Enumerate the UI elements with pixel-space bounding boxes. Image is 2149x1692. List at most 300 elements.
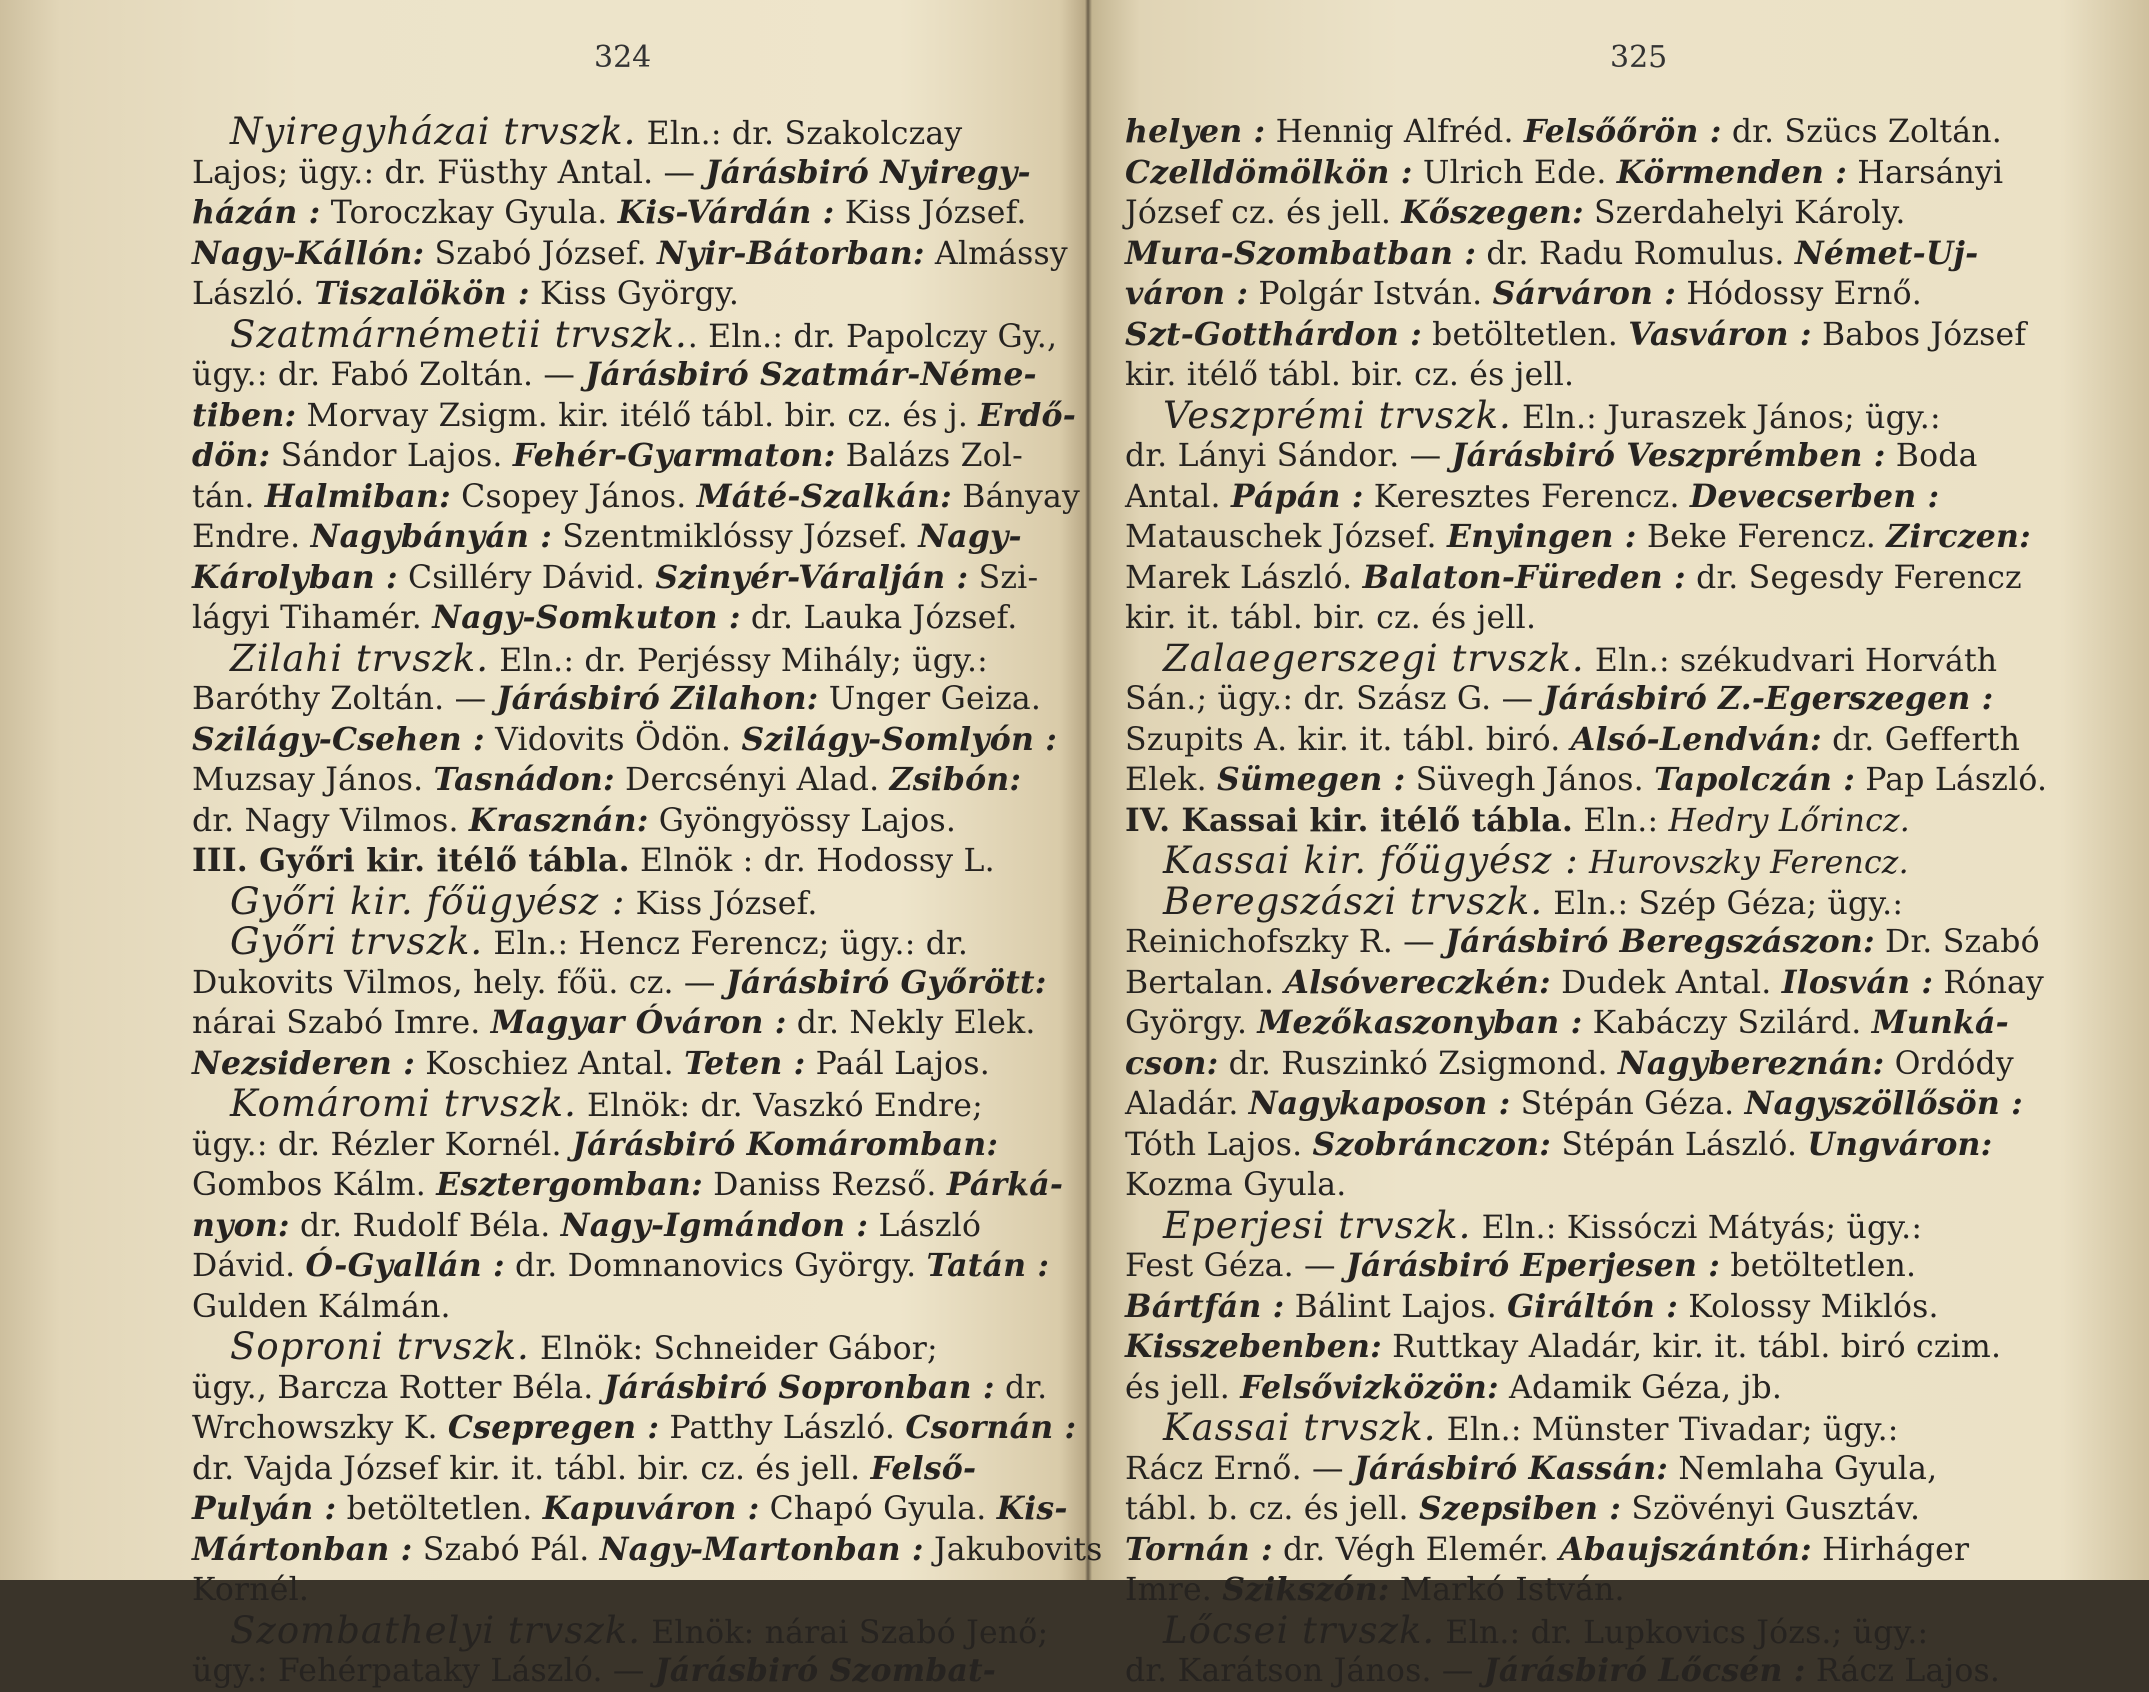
- text-run: Ruttkay Aladár, kir. it. tábl. biró czim.: [1381, 1329, 2002, 1365]
- text-run: Gyöngyössy Lajos.: [648, 802, 957, 839]
- text-line: [1125, 436, 2115, 477]
- text-run: Szerdahelyi Károly.: [1583, 195, 1906, 231]
- place-name: Máté-Szalkán:: [696, 477, 953, 515]
- court-heading: Kassai trvszk.: [1163, 1406, 1437, 1449]
- text-line: [192, 879, 1052, 923]
- text-run: dr. Nekly Elek.: [786, 1005, 1036, 1041]
- text-line: [192, 841, 1052, 882]
- place-name: Járásbiró Szombat-: [654, 1652, 997, 1689]
- text-line: [1125, 477, 2115, 518]
- text-run: Dukovits Vilmos, hely. főü. cz. —: [192, 964, 726, 1001]
- text-run: Imre.: [1125, 1572, 1223, 1608]
- text-line: [1125, 1368, 2115, 1409]
- place-name: Szt-Gotthárdon :: [1125, 315, 1422, 353]
- place-name: Ilosván :: [1781, 963, 1934, 1001]
- text-run: Eln.: dr. Szakolczay: [636, 116, 963, 152]
- place-name: Sárváron :: [1492, 275, 1677, 312]
- text-run: Lajos; ügy.: dr. Füsthy Antal. —: [192, 154, 706, 191]
- text-line: [1125, 1651, 2115, 1692]
- text-run: Dudek Antal.: [1550, 964, 1782, 1001]
- text-run: [1579, 845, 1589, 881]
- place-name: Körmenden :: [1616, 153, 1848, 191]
- court-heading: Veszprémi trvszk.: [1163, 393, 1512, 437]
- place-name: Zirczen:: [1886, 518, 2031, 555]
- text-line: [192, 234, 1068, 275]
- place-name: házán :: [192, 194, 321, 231]
- place-name: Szikszón:: [1222, 1571, 1390, 1608]
- text-run: betöltetlen.: [1421, 316, 1629, 353]
- text-line: [192, 274, 1052, 315]
- text-line: [1125, 598, 2115, 639]
- place-name: Enyingen :: [1446, 518, 1637, 555]
- text-run: Beke Ferencz.: [1636, 519, 1887, 555]
- text-run: Dercsényi Alad.: [614, 762, 890, 798]
- place-name: Vasváron :: [1628, 315, 1812, 353]
- text-run: Muzsay János.: [192, 762, 434, 798]
- text-run: Kiss József.: [625, 885, 818, 922]
- text-run: tán.: [192, 478, 265, 515]
- place-name: Járásbiró Lőcsén :: [1483, 1652, 1806, 1689]
- text-run: Morvay Zsigm. kir. itélő tábl. bir. cz. és j.: [296, 397, 979, 434]
- text-run: Keresztes Ferencz.: [1363, 478, 1690, 515]
- text-line: [192, 1165, 1064, 1206]
- court-heading: Eperjesi trvszk.: [1163, 1203, 1472, 1247]
- text-line: [192, 1206, 1052, 1247]
- place-name: Balaton-Füreden :: [1362, 558, 1686, 596]
- text-run: Eln.: Kissóczi Mátyás; ügy.:: [1471, 1209, 1923, 1246]
- place-name: Csornán :: [905, 1409, 1077, 1446]
- text-run: Süvegh János.: [1405, 762, 1655, 798]
- place-name: Károlyban :: [192, 558, 398, 596]
- text-run: Szupits A. kir. it. tábl. biró.: [1125, 721, 1571, 758]
- place-name: Nagy-Kállón:: [192, 234, 425, 272]
- place-name: Járásbiró Nyiregy-: [705, 153, 1031, 191]
- text-line: [192, 1084, 1052, 1125]
- text-line: [1125, 1530, 2115, 1571]
- place-name: nyon:: [192, 1206, 290, 1244]
- text-run: tábl. b. cz. és jell.: [1125, 1491, 1419, 1527]
- court-heading: Kassai kir. főügyész :: [1163, 839, 1579, 882]
- place-name: Magyar Óváron :: [490, 1004, 787, 1041]
- text-run: ügy.: dr. Rézler Kornél.: [192, 1126, 572, 1163]
- place-name: Német-Uj-: [1794, 234, 1979, 272]
- text-run: Unger Geiza.: [818, 681, 1042, 717]
- place-name: Szepsiben :: [1418, 1490, 1622, 1527]
- text-run: kir. it. tábl. bir. cz. és jell.: [1125, 600, 1537, 636]
- text-line: [192, 1608, 1052, 1652]
- text-run: Antal.: [1125, 478, 1231, 515]
- text-line: [192, 312, 1058, 356]
- place-name: Giráltón :: [1507, 1287, 1679, 1325]
- text-line: [192, 1368, 1052, 1409]
- text-line: [192, 720, 1058, 761]
- text-line: [192, 1530, 1103, 1571]
- text-run: Koschiez Antal.: [415, 1045, 685, 1082]
- place-name: Mezőkaszonyban :: [1257, 1004, 1583, 1041]
- text-line: [192, 396, 1076, 437]
- court-heading: Komáromi trvszk.: [230, 1082, 577, 1125]
- text-line: [192, 436, 1052, 477]
- place-name: Szilágy-Csehen :: [192, 720, 485, 758]
- text-run: Kozma Gyula.: [1125, 1167, 1347, 1203]
- place-name: Ó-Gyallán :: [305, 1247, 505, 1284]
- text-run: Elnök: dr. Vaszkó Endre;: [576, 1088, 983, 1124]
- place-name: Nagybereznán:: [1617, 1044, 1885, 1082]
- place-name: Járásbiró Z.-Egerszegen :: [1543, 680, 1994, 717]
- text-run: dr. Rudolf Béla.: [289, 1207, 561, 1244]
- text-line: [192, 1449, 1052, 1490]
- court-heading: Nyiregyházai trvszk.: [230, 110, 637, 153]
- text-line: [1125, 1489, 2115, 1530]
- place-name: Párká-: [946, 1166, 1064, 1203]
- text-line: [1125, 1287, 2115, 1328]
- text-run: Dávid.: [192, 1248, 306, 1284]
- text-line: [192, 1246, 1052, 1287]
- text-line: [1125, 1203, 2115, 1247]
- text-run: dr. Nagy Vilmos.: [192, 802, 469, 839]
- text-line: [1125, 315, 2115, 356]
- text-line: [1125, 355, 2115, 396]
- text-run: Sándor Lajos.: [270, 438, 513, 474]
- place-name: Abaujszántón:: [1559, 1530, 1812, 1568]
- text-line: [1125, 1003, 2115, 1044]
- text-run: Boda: [1885, 438, 1978, 474]
- text-line: [192, 922, 1052, 963]
- text-run: Daniss Rezső.: [702, 1167, 947, 1203]
- text-run: dr.: [994, 1369, 1048, 1406]
- text-line: [1125, 274, 2115, 315]
- text-line: [192, 558, 1052, 599]
- place-name: Felsőőrön :: [1523, 113, 1722, 150]
- board-heading: IV. Kassai kir. itélő tábla.: [1125, 801, 1574, 839]
- place-name: Pulyán :: [192, 1490, 337, 1527]
- text-run: ügy., Barcza Rotter Béla.: [192, 1369, 604, 1406]
- court-heading: Szatmárnémetii trvszk.: [230, 312, 688, 356]
- place-name: Járásbiró Győrött:: [725, 963, 1047, 1001]
- text-run: . Eln.: dr. Papolczy Gy.,: [687, 318, 1058, 355]
- text-line: [1125, 760, 2115, 801]
- place-name: Kisszebenben:: [1125, 1328, 1382, 1365]
- place-name: Nagybányán :: [310, 518, 553, 555]
- place-name: tiben:: [192, 396, 297, 434]
- place-name: Czelldömölkön :: [1125, 153, 1413, 191]
- text-line: [1125, 963, 2115, 1004]
- text-line: [1125, 720, 2115, 761]
- place-name: Tasnádon:: [433, 761, 615, 798]
- text-run: László: [868, 1207, 982, 1244]
- text-line: [1125, 1044, 2115, 1085]
- text-line: [192, 1570, 1052, 1611]
- text-line: [1125, 558, 2115, 599]
- text-line: [192, 1489, 1068, 1530]
- text-line: [192, 112, 1052, 153]
- text-line: [192, 679, 1052, 720]
- place-name: Sümegen :: [1217, 761, 1406, 798]
- place-name: Nagyszöllősön :: [1744, 1085, 2023, 1122]
- text-line: [1125, 517, 2115, 558]
- page-number: 325: [1610, 40, 1668, 75]
- text-line: [1125, 1084, 2115, 1125]
- place-name: Járásbiró Eperjesen :: [1345, 1247, 1721, 1284]
- text-run: Adamik Géza, jb.: [1498, 1369, 1783, 1406]
- text-line: [192, 760, 1052, 801]
- text-line: [1125, 679, 2115, 720]
- text-run: Vidovits Ödön.: [484, 721, 742, 758]
- text-line: [192, 477, 1081, 518]
- text-line: [192, 801, 1052, 842]
- text-run: Stépán László.: [1551, 1126, 1808, 1163]
- place-name: dön:: [192, 437, 271, 474]
- text-run: Kabáczy Szilárd.: [1582, 1005, 1872, 1041]
- text-run: László.: [192, 276, 315, 312]
- text-run: Toroczkay Gyula.: [320, 195, 618, 231]
- place-name: Nagy-Martonban :: [599, 1530, 924, 1568]
- text-run: Tóth Lajos.: [1125, 1126, 1313, 1163]
- text-run: ügy.: dr. Fabó Zoltán. —: [192, 357, 586, 393]
- text-run: Szabó Pál.: [412, 1531, 600, 1568]
- text-run: Matauschek József.: [1125, 519, 1447, 555]
- place-name: Halmiban:: [264, 477, 451, 515]
- place-name: Szilágy-Somlyón :: [741, 720, 1058, 758]
- text-line: [192, 963, 1052, 1004]
- text-run: Baróthy Zoltán. —: [192, 681, 497, 717]
- place-name: Nyir-Bátorban:: [656, 234, 925, 272]
- court-heading: Győri trvszk.: [230, 920, 484, 963]
- text-run: György.: [1125, 1005, 1258, 1041]
- place-name: Teten :: [684, 1044, 806, 1082]
- page-text: [1125, 112, 2115, 1692]
- text-run: Rácz Lajos.: [1805, 1653, 2001, 1689]
- text-run: Szövényi Gusztáv.: [1621, 1491, 1921, 1527]
- page-number: 324: [594, 40, 652, 75]
- text-run: Eln.: Szép Géza; ügy.:: [1543, 885, 1904, 922]
- place-name: Szinyér-Váralján :: [655, 558, 969, 596]
- place-name: Járásbiró Kassán:: [1353, 1449, 1669, 1487]
- text-run: Eln.: dr. Lupkovics Józs.; ügy.:: [1435, 1614, 1929, 1651]
- place-name: Járásbiró Komáromban:: [571, 1125, 999, 1163]
- place-name: Fehér-Gyarmaton:: [512, 437, 836, 474]
- place-name: Erdő-: [978, 396, 1076, 434]
- text-run: Babos József: [1811, 316, 2027, 353]
- court-heading: Lőcsei trvszk.: [1163, 1608, 1436, 1652]
- place-name: Kis-: [996, 1490, 1068, 1527]
- text-run: Bálint Lajos.: [1284, 1288, 1508, 1325]
- text-line: [192, 636, 1052, 680]
- court-heading: Zalaegerszegi trvszk.: [1163, 636, 1585, 680]
- text-line: [1125, 879, 2115, 923]
- place-name: Alsó-Lendván:: [1570, 720, 1822, 758]
- text-line: [1125, 1608, 2115, 1652]
- text-run: Eln.: dr. Perjéssy Mihály; ügy.:: [488, 642, 988, 679]
- text-line: [1125, 1327, 2115, 1368]
- page-text: [192, 110, 1103, 1692]
- text-run: Elek.: [1125, 762, 1218, 798]
- text-run: Elnök : dr. Hodossy L.: [629, 843, 995, 879]
- text-line: [192, 1003, 1052, 1044]
- text-run: dr. Lauka József.: [740, 600, 1018, 636]
- text-run: Stépán Géza.: [1510, 1086, 1745, 1122]
- text-line: [1125, 1165, 2115, 1206]
- text-run: Reinichofszky R. —: [1125, 924, 1446, 960]
- court-heading: Szombathelyi trvszk.: [230, 1608, 641, 1652]
- text-run: József cz. és jell.: [1125, 195, 1402, 231]
- text-line: [192, 193, 1052, 234]
- text-run: Aladár.: [1125, 1086, 1249, 1122]
- text-run: Gombos Kálm.: [192, 1167, 437, 1203]
- text-run: Eln.: székudvari Horváth: [1584, 642, 1998, 679]
- place-name: Tornán :: [1125, 1530, 1273, 1568]
- place-name: Tatán :: [926, 1247, 1050, 1284]
- text-run: Nemlaha Gyula,: [1668, 1450, 1938, 1487]
- text-line: [1125, 1449, 2115, 1490]
- text-line: [1125, 801, 2115, 842]
- text-line: [1125, 112, 2115, 153]
- text-line: [192, 1327, 1052, 1368]
- text-run: betöltetlen.: [336, 1491, 543, 1527]
- board-heading: III. Győri kir. itélő tábla.: [192, 842, 630, 879]
- place-name: Csepregen :: [447, 1409, 660, 1446]
- text-run: Szabó József.: [424, 235, 657, 272]
- place-name: Devecserben :: [1689, 477, 1940, 515]
- text-run: dr. Vajda József kir. it. tábl. bir. cz. és jell.: [192, 1450, 871, 1487]
- place-name: Munká-: [1871, 1004, 2009, 1041]
- place-name: Nagy-Igmándon :: [560, 1206, 869, 1244]
- right-page: [1090, 0, 2149, 1689]
- place-name: Hurovszky Ferencz.: [1588, 845, 1909, 881]
- text-run: betöltetlen.: [1720, 1248, 1917, 1284]
- text-run: dr. Karátson János. —: [1125, 1653, 1484, 1689]
- place-name: Nagy-: [918, 518, 1022, 555]
- text-run: Rónay: [1933, 964, 2044, 1001]
- place-name: Tiszalökön :: [314, 275, 530, 312]
- text-run: Eln.: Münster Tivadar; ügy.:: [1436, 1412, 1899, 1448]
- text-line: [192, 517, 1052, 558]
- text-run: Almássy: [924, 235, 1068, 272]
- place-name: Járásbiró Beregszászon:: [1445, 923, 1875, 960]
- place-name: Krasznán:: [468, 801, 649, 839]
- text-line: [1125, 1570, 2115, 1611]
- text-run: dr. Radu Romulus.: [1476, 235, 1795, 272]
- text-line: [1125, 193, 2115, 234]
- place-name: Ungváron:: [1807, 1125, 1993, 1163]
- text-run: lágyi Tihamér.: [192, 600, 433, 636]
- court-heading: Soproni trvszk.: [230, 1325, 530, 1368]
- place-name: Esztergomban:: [436, 1166, 703, 1203]
- court-heading: Beregszászi trvszk.: [1163, 879, 1544, 923]
- place-name: Tapolczán :: [1654, 761, 1856, 798]
- text-run: Pap László.: [1855, 762, 2048, 798]
- text-line: [192, 1651, 1052, 1692]
- text-run: Kiss József.: [834, 195, 1027, 231]
- place-name: Járásbiró Zilahon:: [496, 680, 819, 717]
- text-run: dr. Lányi Sándor. —: [1125, 438, 1452, 474]
- text-run: dr. Szücs Zoltán.: [1721, 114, 2002, 150]
- text-run: Markó István.: [1389, 1572, 1625, 1608]
- text-line: [1125, 153, 2115, 194]
- text-run: ügy.: Fehérpataky László. —: [192, 1653, 655, 1689]
- court-heading: Zilahi trvszk.: [230, 636, 489, 680]
- text-line: [1125, 1408, 2115, 1449]
- text-run: Rácz Ernő. —: [1125, 1450, 1354, 1487]
- text-line: [1125, 234, 2115, 275]
- place-name: Járásbiró Szatmár-Néme-: [585, 356, 1037, 393]
- text-run: Eln.: Hencz Ferencz; ügy.: dr.: [483, 926, 969, 962]
- text-run: Jakubovits: [923, 1531, 1103, 1568]
- text-line: [192, 598, 1052, 639]
- place-name: Bártfán :: [1125, 1287, 1285, 1325]
- text-run: Wrchowszky K.: [192, 1410, 448, 1446]
- text-run: Hennig Alfréd.: [1265, 114, 1524, 150]
- place-name: Alsóvereczkén:: [1284, 963, 1551, 1001]
- text-line: [1125, 841, 2115, 882]
- text-line: [1125, 636, 2115, 680]
- text-run: Eln.: Juraszek János; ügy.:: [1511, 399, 1941, 436]
- text-run: Patthy László.: [659, 1410, 906, 1446]
- text-run: Kornél.: [192, 1572, 310, 1608]
- text-line: [192, 1408, 1077, 1449]
- text-run: Hódossy Ernő.: [1676, 276, 1922, 312]
- text-run: Kiss György.: [529, 276, 740, 312]
- text-run: nárai Szabó Imre.: [192, 1005, 491, 1041]
- text-run: Csopey János.: [450, 478, 697, 515]
- place-name: Járásbiró Veszprémben :: [1451, 437, 1886, 474]
- text-line: [192, 1287, 1052, 1328]
- text-run: és jell.: [1125, 1369, 1241, 1406]
- place-name: Felsővizközön:: [1240, 1368, 1499, 1406]
- text-run: Szi-: [968, 559, 1039, 596]
- text-run: Eln.:: [1573, 802, 1669, 839]
- text-run: dr. Segesdy Ferencz: [1685, 559, 2022, 596]
- place-name: Mártonban :: [192, 1530, 413, 1568]
- text-run: Ulrich Ede.: [1412, 154, 1617, 191]
- text-line: [1125, 922, 2115, 963]
- text-run: Fest Géza. —: [1125, 1248, 1346, 1284]
- text-run: Szentmiklóssy József.: [552, 519, 919, 555]
- text-run: Marek László.: [1125, 559, 1363, 596]
- place-name: Pápán :: [1230, 477, 1364, 515]
- text-run: Endre.: [192, 519, 311, 555]
- place-name: Nagykaposon :: [1248, 1085, 1511, 1122]
- place-name: Kis-Várdán :: [617, 194, 835, 231]
- text-run: Sán.; ügy.: dr. Szász G. —: [1125, 681, 1544, 717]
- text-run: Hirháger: [1811, 1531, 1970, 1568]
- text-run: Harsányi: [1847, 154, 2004, 191]
- place-name: Mura-Szombatban :: [1125, 234, 1477, 272]
- text-run: Balázs Zol-: [835, 438, 1023, 474]
- text-run: Paál Lajos.: [805, 1045, 990, 1082]
- place-name: Nagy-Somkuton :: [432, 599, 741, 636]
- text-run: kir. itélő tábl. bir. cz. és jell.: [1125, 357, 1575, 393]
- place-name: Járásbiró Sopronban :: [603, 1368, 995, 1406]
- place-name: Kapuváron :: [542, 1490, 760, 1527]
- text-run: Dr. Szabó: [1874, 924, 2040, 960]
- text-run: Gulden Kálmán.: [192, 1288, 451, 1325]
- text-line: [1125, 393, 2115, 437]
- court-heading: Győri kir. főügyész :: [230, 879, 626, 923]
- text-line: [1125, 1125, 2115, 1166]
- text-line: [192, 1044, 1052, 1085]
- text-run: dr. Ruszinkó Zsigmond.: [1218, 1045, 1618, 1082]
- place-name: Hedry Lőrincz.: [1668, 802, 1910, 839]
- text-run: Elnök: Schneider Gábor;: [529, 1331, 938, 1367]
- place-name: Nezsideren :: [192, 1044, 416, 1082]
- text-line: [1125, 1246, 2115, 1287]
- place-name: Felső-: [870, 1449, 977, 1487]
- text-run: Chapó Gyula.: [759, 1491, 997, 1527]
- text-run: dr. Domnanovics György.: [504, 1248, 927, 1284]
- place-name: váron :: [1125, 275, 1249, 312]
- text-line: [192, 1125, 1052, 1166]
